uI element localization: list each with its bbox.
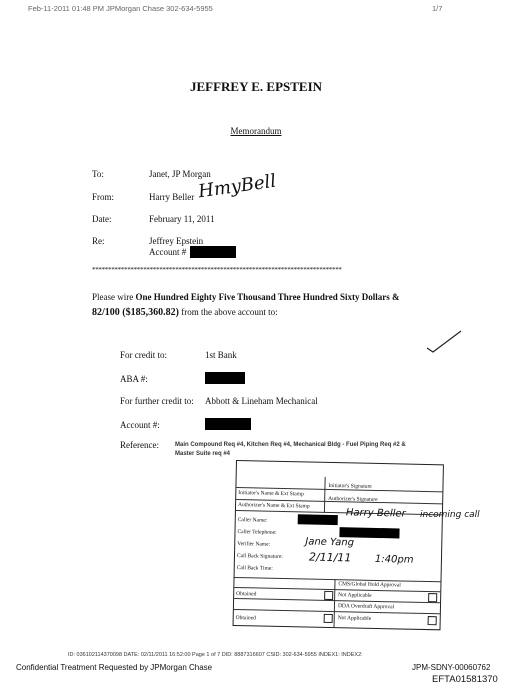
not-applicable-checkbox-2[interactable]	[428, 616, 437, 625]
handwritten-time: 1:40pm	[374, 553, 414, 566]
fax-header-left: Feb-11-2011 01:48 PM JPMorgan Chase 302-634-5955	[28, 4, 213, 13]
not-applicable-checkbox-1[interactable]	[428, 593, 437, 602]
further-credit-value: Abbott & Lineham Mechanical	[205, 396, 318, 406]
redaction-aba	[205, 372, 245, 384]
verification-form	[233, 460, 444, 630]
date-value: February 11, 2011	[149, 214, 215, 224]
fax-page-counter: 1/7	[432, 4, 443, 13]
obtained-checkbox-1[interactable]	[324, 591, 333, 600]
re-line1: Jeffrey Epstein	[149, 236, 204, 246]
credit-value: 1st Bank	[205, 350, 237, 360]
letterhead: JEFFREY E. EPSTEIN	[189, 79, 323, 94]
to-label: To:	[92, 169, 104, 179]
reference-line2: Master Suite req #4	[175, 451, 231, 457]
not-applicable-label-2: Not Applicable	[337, 615, 372, 622]
handwritten-caller: Harry Beller	[345, 507, 406, 520]
handwritten-verifier: Jane Yang	[305, 536, 355, 549]
aba-label: ABA #:	[120, 374, 148, 384]
reference-line1: Main Compound Req #4, Kitchen Req #4, Mechanical Bldg - Fuel Piping Req #2 &	[175, 442, 406, 448]
caller-telephone-label: Caller Telephone:	[237, 529, 277, 536]
reference-label: Reference:	[120, 440, 159, 450]
separator: ******************************************************************************	[92, 266, 342, 274]
verifier-name-label: Verifier Name:	[237, 541, 271, 548]
amount-figure: 82/100 ($185,360.82)	[92, 307, 179, 318]
checkmark-icon	[425, 328, 465, 356]
wire-instruction-line2	[92, 307, 278, 318]
authorizer-name-label: Authorizer's Name & Ext Stamp	[237, 502, 310, 510]
from-label: From:	[92, 192, 115, 202]
obtained-label-2: Obtained	[235, 615, 256, 622]
redaction-caller	[298, 514, 338, 525]
efta-number: EFTA01581370	[432, 674, 498, 685]
caller-name-label: Caller Name:	[237, 517, 268, 524]
initiator-signature-label: Initiator's Signature	[328, 482, 372, 490]
credit-label: For credit to:	[120, 350, 167, 360]
obtained-label-1: Obtained	[236, 591, 257, 598]
dda-overdraft-label: DDA Overdraft Approval	[337, 603, 395, 611]
memo-title: Memorandum	[230, 126, 282, 136]
authorizer-signature-label: Authorizer's Signature	[328, 495, 378, 503]
fax-id-line: ID: 036102114370098 DATE: 02/11/2011 16:52:00 Page 1 of 7 DID: 8887316607 CSID: 302-634-5955 INDEX1: INDEX2:	[68, 652, 363, 658]
wire-instruction-line1	[92, 292, 399, 302]
further-credit-label: For further credit to:	[120, 396, 194, 406]
re-label: Re:	[92, 236, 105, 246]
initiator-name-label: Initiator's Name & Ext Stamp	[238, 490, 304, 498]
handwritten-date: 2/11/11	[308, 550, 352, 565]
redaction-account	[190, 246, 236, 258]
instruction-prefix: Please wire	[92, 292, 136, 302]
bates-number: JPM-SDNY-00060762	[412, 663, 491, 672]
re-line2: Account #	[149, 247, 187, 257]
not-applicable-label-1: Not Applicable	[338, 592, 372, 599]
date-label: Date:	[92, 214, 112, 224]
redaction-beneficiary-account	[205, 418, 251, 430]
handwritten-incoming-call: incoming call	[420, 510, 480, 520]
to-value: Janet, JP Morgan	[149, 169, 211, 179]
confidential-notice: Confidential Treatment Requested by JPMorgan Chase	[16, 663, 213, 672]
call-back-time-label: Call Back Time:	[236, 565, 273, 572]
instruction-suffix: from the above account to:	[178, 307, 278, 317]
cms-hold-label: CMS/Global Hold Approval	[338, 581, 401, 589]
obtained-checkbox-2[interactable]	[324, 614, 333, 623]
call-back-signature-label: Call Back Signature:	[236, 553, 283, 561]
account-label: Account #:	[120, 420, 160, 430]
handwritten-signature: HmyBell	[196, 170, 278, 203]
from-value: Harry Beller	[149, 192, 195, 202]
amount-words: One Hundred Eighty Five Thousand Three Hundred Sixty Dollars &	[135, 292, 400, 302]
